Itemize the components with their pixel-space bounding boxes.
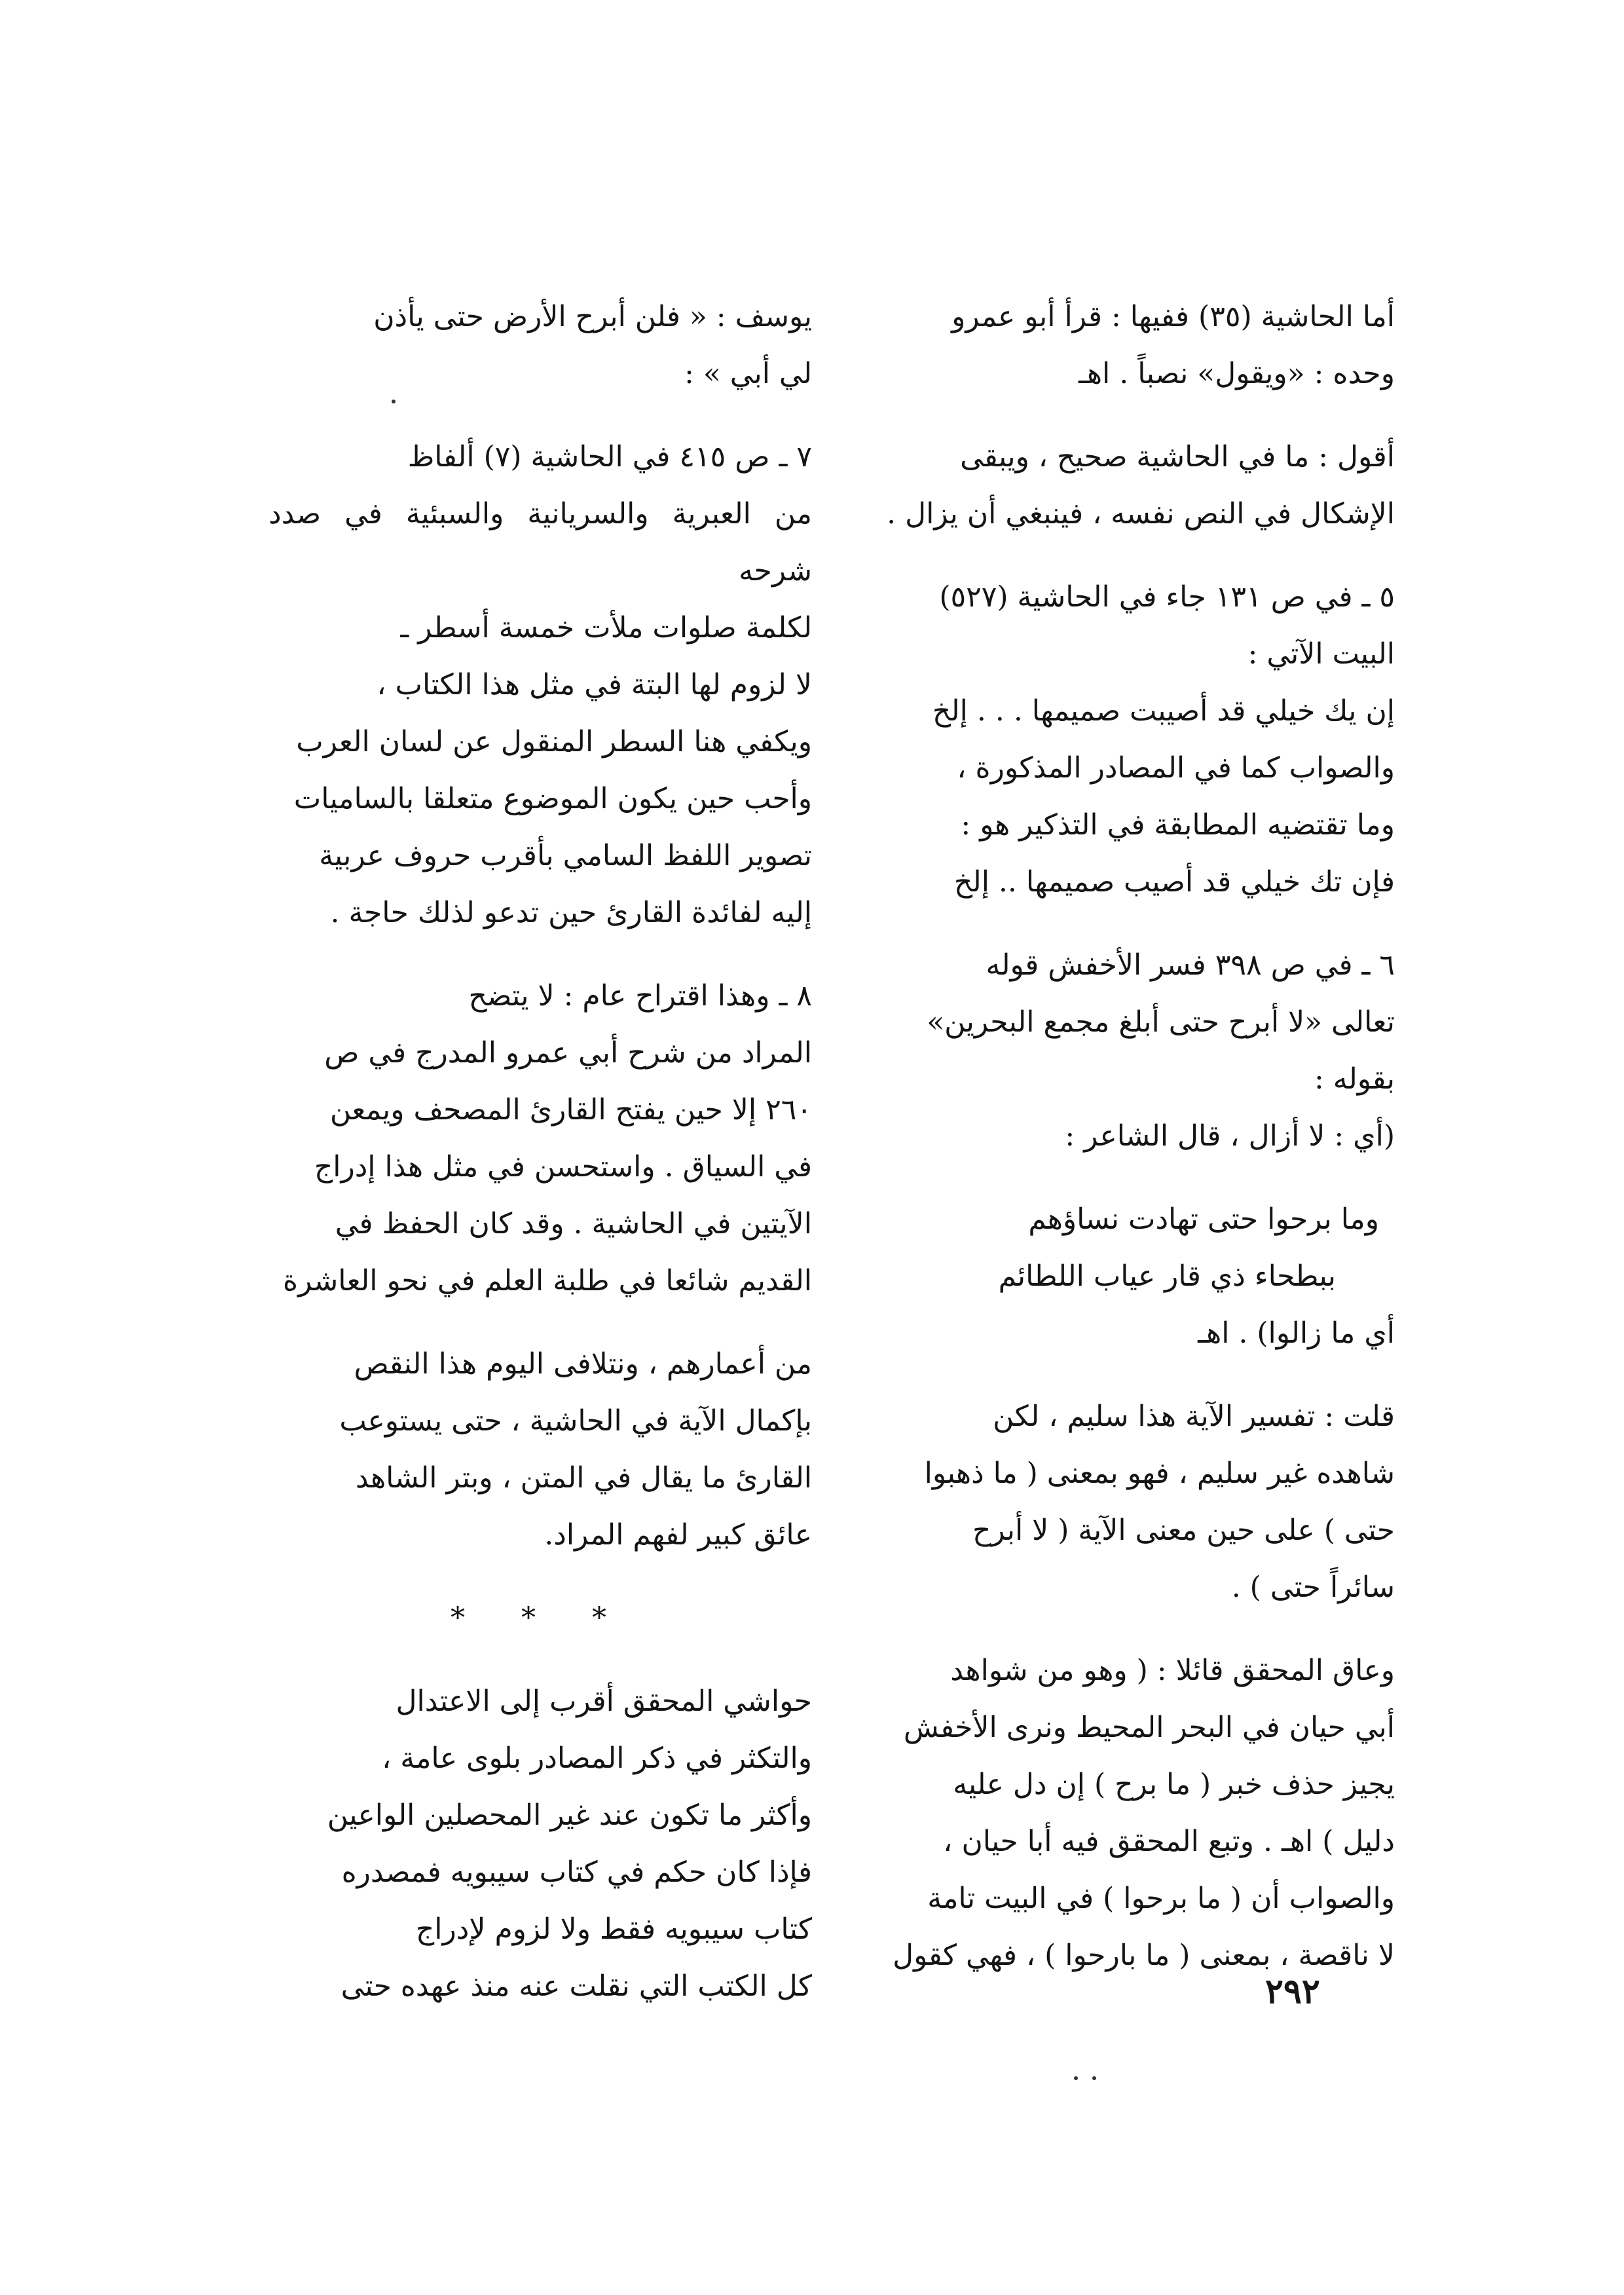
text-line: حواشي المحقق أقرب إلى الاعتدال — [396, 1685, 812, 1718]
text-line: فإذا كان حكم في كتاب سيبويه فمصدره — [341, 1856, 812, 1889]
text-line: ٧ ـ ص ٤١٥ في الحاشية (٧) ألفاظ — [407, 440, 812, 474]
text-line: حتى ) على حين معنى الآية ( لا أبرح — [972, 1514, 1395, 1547]
text-line: الآيتين في الحاشية . وقد كان الحفظ في — [335, 1207, 812, 1241]
paragraph — [851, 937, 1395, 1165]
text-line: في السياق . واستحسن في مثل هذا إدراج — [314, 1150, 812, 1184]
text-line: بإكمال الآية في الحاشية ، حتى يستوعب — [339, 1404, 812, 1438]
paragraph — [268, 967, 812, 1309]
text-line: تصوير اللفظ السامي بأقرب حروف عربية — [319, 839, 812, 872]
text-line: القارئ ما يقال في المتن ، وبتر الشاهد — [355, 1461, 812, 1495]
text-line: ٨ ـ وهذا اقتراح عام : لا يتضح — [468, 979, 812, 1013]
text-line: شاهده غير سليم ، فهو بمعنى ( ما ذهبوا — [924, 1457, 1395, 1490]
text-line: وأحب حين يكون الموضوع متعلقا بالساميات — [293, 782, 812, 815]
text-line: والصواب أن ( ما برحوا ) في البيت تامة — [927, 1882, 1395, 1915]
text-line: والصواب كما في المصادر المذكورة ، — [957, 751, 1395, 785]
text-line: تعالى «لا أبرح حتى أبلغ مجمع البحرين» — [927, 1005, 1395, 1039]
text-line: وما تقتضيه المطابقة في التذكير هو : — [961, 808, 1395, 842]
scan-speck — [1092, 2076, 1096, 2080]
text-line: البيت الآتي : — [1247, 637, 1395, 671]
verse-second-hemistich: ببطحاء ذي قار عياب اللطائم — [998, 1259, 1336, 1293]
poetry-verse — [851, 1191, 1395, 1362]
paragraph — [268, 1335, 812, 1563]
scan-speck — [392, 400, 396, 403]
text-line: لا ناقصة ، بمعنى ( ما بارحوا ) ، فهي كقول — [893, 1939, 1395, 1972]
text-line: إن يك خيلي قد أصيبت صميمها . . . إلخ — [932, 694, 1395, 728]
text-line: ويكفي هنا السطر المنقول عن لسان العرب — [296, 725, 812, 758]
text-line: يوسف : « فلن أبرح الأرض حتى يأذن — [373, 300, 812, 333]
text-line: وعاق المحقق قائلا : ( وهو من شواهد — [950, 1654, 1395, 1687]
right-column — [851, 288, 1395, 2010]
text-line: بقوله : — [1314, 1062, 1395, 1096]
text-line: ٦ ـ في ص ٣٩٨ فسر الأخفش قوله — [986, 948, 1395, 982]
page-number: ٢٩٢ — [1265, 1971, 1320, 2011]
text-line: أبي حيان في البحر المحيط ونرى الأخفش — [903, 1711, 1395, 1744]
text-line: (أي : لا أزال ، قال الشاعر : — [1065, 1119, 1395, 1153]
paragraph — [268, 288, 812, 402]
text-line: أما الحاشية (٣٥) ففيها : قرأ أبو عمرو — [951, 300, 1395, 333]
text-line: كتاب سيبويه فقط ولا لزوم لإدراج — [415, 1912, 812, 1946]
text-line: والتكثر في ذكر المصادر بلوى عامة ، — [382, 1742, 812, 1775]
text-line: لكلمة صلوات ملأت خمسة أسطر ـ — [400, 611, 812, 644]
paragraph — [851, 1388, 1395, 1616]
text-line: المراد من شرح أبي عمرو المدرج في ص — [324, 1036, 812, 1070]
scan-speck — [1074, 2076, 1078, 2080]
left-column — [268, 288, 812, 2041]
paragraph — [851, 288, 1395, 402]
text-line: كل الكتب التي نقلت عنه منذ عهده حتى — [341, 1969, 812, 2003]
text-line: إليه لفائدة القارئ حين تدعو لذلك حاجة . — [330, 896, 812, 929]
paragraph — [851, 428, 1395, 542]
text-line: سائراً حتى ) . — [1231, 1571, 1395, 1604]
verse-first-hemistich: وما برحوا حتى تهادت نساؤهم — [1028, 1203, 1379, 1236]
paragraph — [268, 428, 812, 941]
text-line: أقول : ما في الحاشية صحيح ، ويبقى — [960, 440, 1395, 474]
text-line: لي أبي » : — [684, 357, 812, 390]
text-line: ٥ ـ في ص ١٣١ جاء في الحاشية (٥٢٧) — [939, 580, 1395, 614]
text-line: دليل ) اهـ . وتبع المحقق فيه أبا حيان ، — [943, 1825, 1395, 1858]
paragraph — [851, 569, 1395, 910]
text-line: وحده : «ويقول» نصباً . اهـ — [1078, 357, 1395, 390]
text-line: من أعمارهم ، ونتلافى اليوم هذا النقص — [354, 1347, 812, 1381]
text-line: فإن تك خيلي قد أصيب صميمها .. إلخ — [953, 865, 1395, 899]
text-line: من العبرية والسريانية والسبئية في صدد شرحه — [268, 497, 812, 588]
verse-closing-line: أي ما زالوا) . اهـ — [1198, 1316, 1395, 1350]
text-line: القديم شائعا في طلبة العلم في نحو العاشرة — [283, 1264, 812, 1297]
text-line: وأكثر ما تكون عند غير المحصلين الواعين — [327, 1799, 812, 1832]
text-line: يجيز حذف خبر ( ما برح ) إن دل عليه — [953, 1768, 1395, 1801]
text-line: قلت : تفسير الآية هذا سليم ، لكن — [993, 1400, 1395, 1433]
text-line: الإشكال في النص نفسه ، فينبغي أن يزال . — [887, 497, 1395, 531]
paragraph — [268, 1673, 812, 2015]
text-line: لا لزوم لها البتة في مثل هذا الكتاب ، — [377, 668, 812, 701]
text-line: ٢٦٠ إلا حين يفتح القارئ المصحف ويمعن — [329, 1093, 812, 1127]
section-separator: * * * — [451, 1601, 630, 1635]
text-line: عائق كبير لفهم المراد. — [544, 1518, 812, 1552]
paragraph — [851, 1642, 1395, 1984]
